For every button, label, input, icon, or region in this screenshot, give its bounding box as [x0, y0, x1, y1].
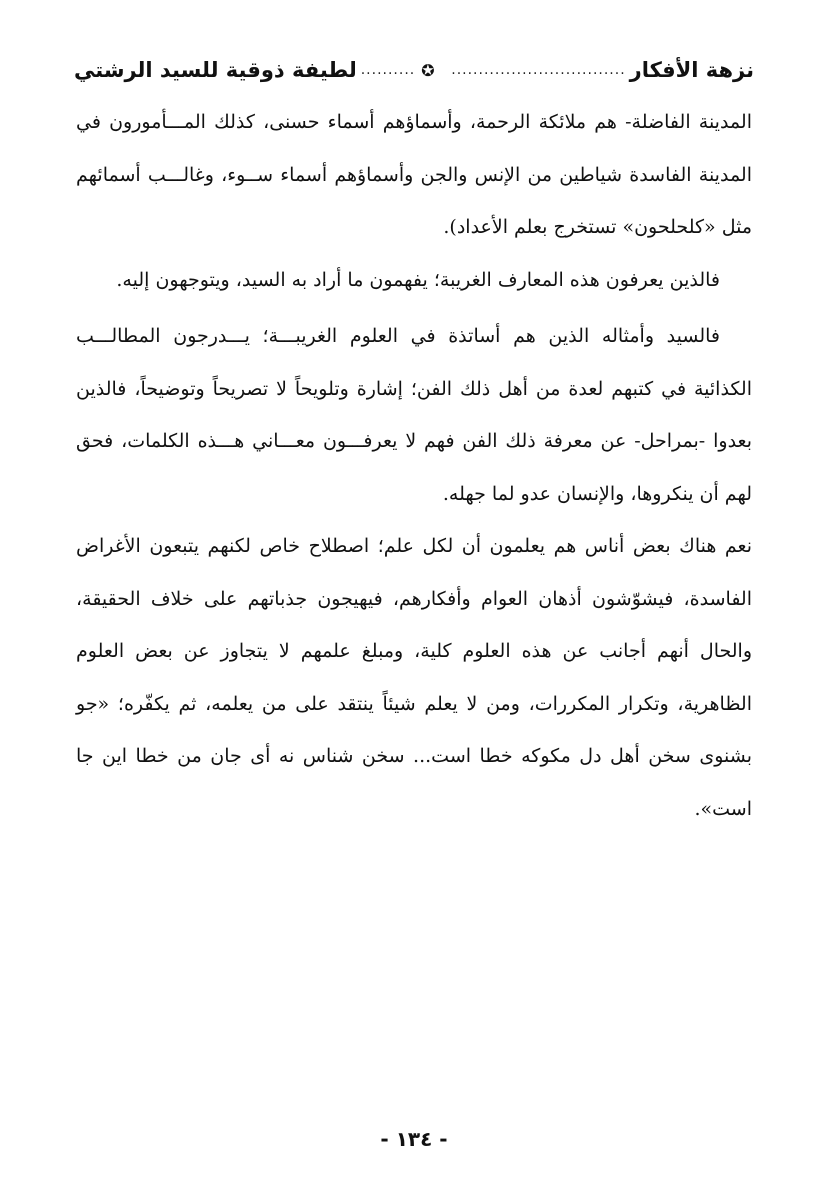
running-header — [74, 50, 754, 90]
body-text — [76, 96, 752, 835]
leader-dots: ................................ — [451, 63, 626, 77]
paragraph: نعم هناك بعض أناس هم يعلمون أن لكل علم؛ اصطلاح خاص لكنهم يتبعون الأغراض الفاسدة، فيشوّشون أذهان العوام وأفكارهم، فيهيجون جذباتهم على خلاف الحقيقة، والحال أنهم أجانب عن هذه العلوم كلية، ومبلغ علمهم لا يتجاوز عن بعض العلوم الظاهرية، وتكرار المكررات، ومن لا يعلم شيئاً ينتقد على من يعلمه، ثم يكفّره؛ «جو بشنوى سخن أهل دل مكوكه خطا است... سخن شناس نه أى جان من خطا اين جا است». — [76, 535, 752, 820]
paragraph: فالذين يعرفون هذه المعارف الغريبة؛ يفهمون ما أراد به السيد، ويتوجهون إليه. — [116, 268, 720, 291]
leader-dots: .......... — [360, 63, 416, 77]
paragraph: المدينة الفاضلة- هم ملائكة الرحمة، وأسماؤهم أسماء حسنى، كذلك المـــأمورون في المدينة الفاسدة شياطين من الإنس والجن وأسماؤهم أسماء ســوء، وغالـــب أسمائهم مثل «كلحلحون» تستخرج بعلم الأعداد). — [76, 111, 752, 238]
paragraph: فالسيد وأمثاله الذين هم أساتذة في العلوم الغريبـــة؛ يـــدرجون المطالـــب الكذائية في كتبهم لعدة من أهل ذلك الفن؛ إشارة وتلويحاً لا تصريحاً وتوضيحاً، فالذين بعدوا -بمراحل- عن معرفة ذلك الفن فهم لا يعرفـــون معـــاني هـــذه الكلمات، فحق لهم أن ينكروها، والإنسان عدو لما جهله. — [76, 325, 752, 505]
book-title: نزهة الأفكار — [629, 58, 754, 82]
star-ornament-icon: ✪ — [421, 60, 435, 80]
section-title: لطيفة ذوقية للسيد الرشتي — [74, 58, 357, 82]
page-number: - ١٣٤ - — [380, 1127, 448, 1151]
